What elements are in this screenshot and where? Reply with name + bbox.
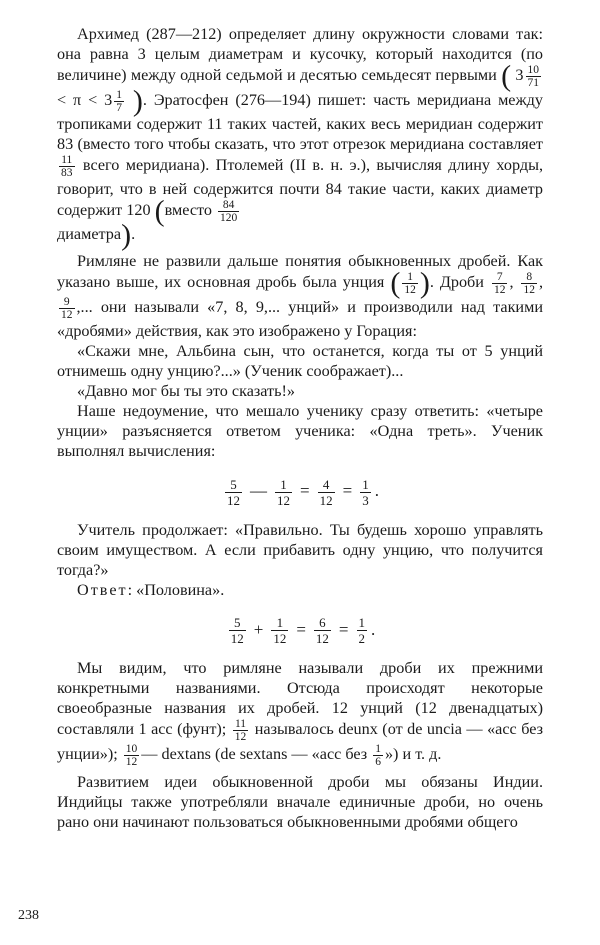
paragraph-confusion: Наше недоумение, что мешало ученику сразу ответить: «четыре унции» разъясняется ответом ученика: «Одна треть». Ученик выполнял вычисления:	[57, 402, 543, 461]
fraction: $\frac{1}{12}$	[404, 271, 416, 297]
fraction: $\frac{6}{12}$	[315, 615, 329, 647]
fraction: $\frac{1}{7}$	[116, 89, 122, 114]
fraction: $\frac{5}{12}$	[230, 615, 244, 647]
paragraph-teacher: Учитель продолжает: «Правильно. Ты будешь хорошо управлять своим имуществом. А если прибавить одну унцию, что получится тогда?»	[57, 520, 543, 579]
page-number: 238	[18, 908, 39, 923]
fraction: $\frac{1}{2}$	[358, 615, 366, 647]
paragraph-names: Мы видим, что римляне называли дроби их прежними конкретными названиями. Отсюда происходят некоторые своеобразные названия их дробей. 12 унций (12 двенадцатых) составляли 1 асс (фунт); $\frac{11}{12}$ называлось deunx (от de uncia — «асс без унции»); $\frac{10}{12}$ — dextans (de sextans — «асс без $\frac{1}{6}$ ») и т. д.	[57, 659, 544, 769]
fraction: $\frac{9}{12}$	[61, 296, 73, 322]
paragraph-quote-1: «Скажи мне, Альбина сын, что останется, когда ты от 5 унций отнимешь одну унцию?...» (Ученик соображает)...	[57, 342, 543, 381]
fraction: $\frac{1}{3}$	[362, 476, 369, 508]
fraction: $\frac{1}{12}$	[273, 615, 287, 647]
fraction: $\frac{1}{12}$	[277, 476, 291, 508]
paragraph-india: Развитием идеи обыкновенной дроби мы обязаны Индии. Индийцы также употребляли вначале единичные дроби, но очень рано они начинают пользоваться обыкновенными дробями общего	[57, 773, 543, 832]
paragraph-romans: Римляне не развили дальше понятия обыкновенных дробей. Как указано выше, их основная дробь была унция ( $\frac{1}{12}$ ). Дроби $\frac{7}{12}$ , $\frac{8}{12}$ , $\frac{9}{12}$ ,... они называли «7, 8, 9,... унций» и производили над такими «дробями» действия, как это изображено у Горация:	[57, 252, 543, 341]
fraction: $\frac{10}{71}$	[527, 64, 539, 89]
fraction: $\frac{1}{6}$	[375, 743, 381, 769]
fraction: $\frac{11}{12}$	[234, 718, 247, 744]
fraction: $\frac{8}{12}$	[523, 271, 535, 297]
page-text	[57, 24, 543, 832]
fraction: $\frac{5}{12}$	[227, 476, 241, 508]
fraction: $\frac{11}{83}$	[61, 154, 73, 179]
fraction: $\frac{4}{12}$	[319, 476, 333, 508]
fraction: $\frac{7}{12}$	[493, 271, 506, 297]
fraction: $\frac{84}{120}$	[220, 199, 238, 224]
fraction: $\frac{10}{12}$	[125, 743, 138, 769]
paragraph-archimedes: Архимед (287—212) определяет длину окружности словами так: она равна 3 целым диаметрам и кусочку, который находится (по величине) между одной седьмой и десятью семьдесят первыми ( 3 $\frac{10}{71}$ < π < 3 $\frac{1}{7}$ ). Эратосфен (276—194) пишет: часть меридиана между тропиками содержит 11 таких частей, каких весь меридиан содержит 83 (вместо того чтобы сказать, что этот отрезок меридиана составляет $\frac{11}{83}$ всего меридиана). Птолемей (II в. н. э.), вычисляя длину хорды, говорит, что в ней содержится почти 84 такие части, каких диаметр содержит 120 (вместо $\frac{84}{120}$ диаметра).	[57, 25, 544, 252]
paragraph-answer: Ответ: «Половина».	[77, 580, 225, 599]
paragraph-quote-2: «Давно мог бы ты это сказать!»	[77, 382, 295, 401]
equation-addition: $\frac{5}{12}$ + $\frac{1}{12}$ = $\frac{6}{12}$ = $\frac{1}{2}$ .	[230, 615, 376, 647]
equation-subtraction: $\frac{5}{12}$ — $\frac{1}{12}$ = $\frac{4}{12}$ = $\frac{1}{3}$ .	[227, 476, 379, 508]
